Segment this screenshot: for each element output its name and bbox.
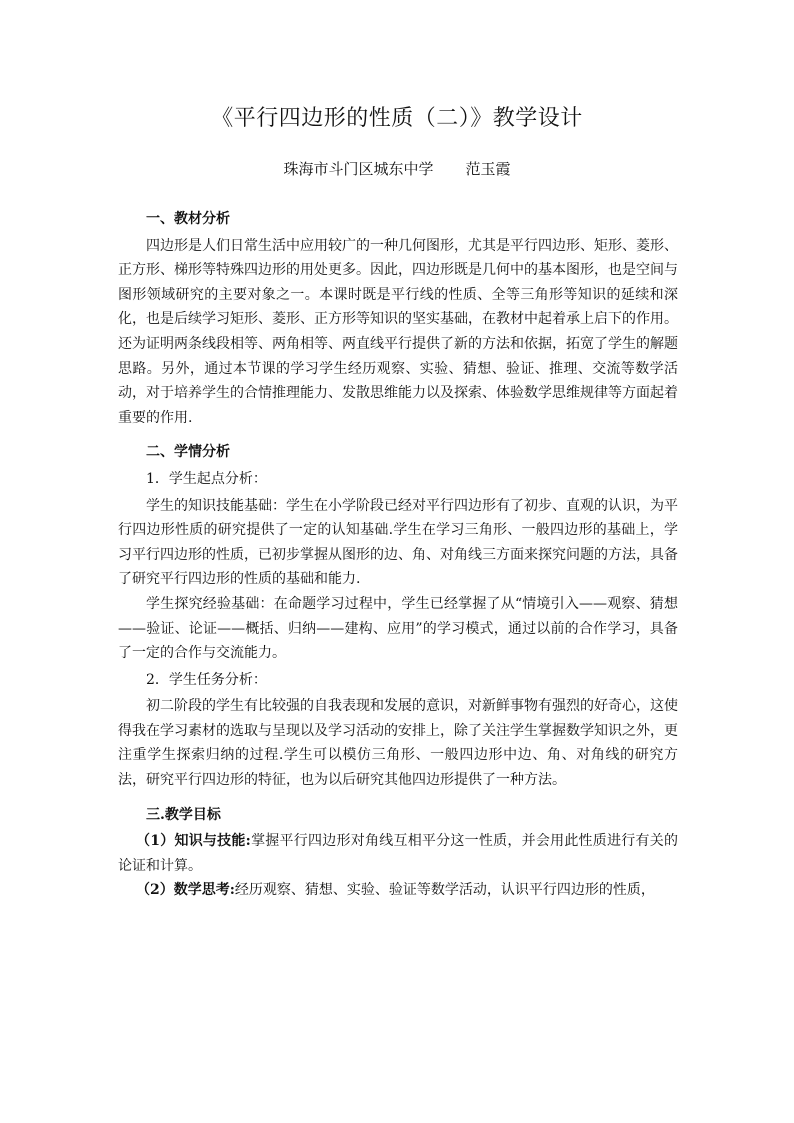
section-heading-teaching-goals: 三.教学目标 — [146, 806, 221, 823]
section-heading-textbook-analysis: 一、教材分析 — [146, 211, 230, 227]
paragraph: 四边形是人们日常生活中应用较广的一种几何图形，尤其是平行四边形、矩形、菱形、正方形、梯形等特殊四边形的用处更多。因此，四边形既是几何中的基本图形，也是空间与图形领域研究的主要对象之一。本课时既是平行线的性质、全等三角形等知识的延续和深化，也是后续学习矩形、菱形、正方形等知识的坚实基础，在教材中起着承上启下的作用。还为证明两条线段相等、两角相等、两直线平行提供了新的方法和依据，拓宽了学生的解题思路。另外，通过本节课的学习学生经历观察、实验、猜想、验证、推理、交流等数学活动，对于培养学生的合情推理能力、发散思维能力以及探索、体验数学思维规律等方面起着重要的作用. — [118, 237, 678, 426]
goal-knowledge-skills — [118, 829, 678, 878]
goal-label: （1）知识与技能: — [136, 833, 251, 850]
paragraph: 初二阶段的学生有比较强的自我表现和发展的意识，对新鲜事物有强烈的好奇心，这使得我在学习素材的选取与呈现以及学习活动的安排上，除了关注学生掌握数学知识之外，更注重学生探索归纳的过程.学生可以模仿三角形、一般四边形中边、角、对角线的研究方法，研究平行四边形的特征，也为以后研究其他四边形提供了一种方法。 — [118, 698, 678, 789]
paragraph: 学生的知识技能基础：学生在小学阶段已经对平行四边形有了初步、直观的认识，为平行四边形性质的研究提供了一定的认知基础.学生在学习三角形、一般四边形的基础上，学习平行四边形的性质，已初步掌握从图形的边、角、对角线三方面来探究问题的方法，具备了研究平行四边形的性质的基础和能力. — [118, 497, 678, 588]
paragraph: 学生探究经验基础：在命题学习过程中，学生已经掌握了从“情境引入——观察、猜想——验证、论证——概括、归纳——建构、应用”的学习模式，通过以前的合作学习，具备了一定的合作与交流能力。 — [118, 595, 678, 662]
document-title: 《平行四边形的性质（二）》教学设计 — [211, 106, 583, 131]
goal-math-thinking — [118, 878, 678, 903]
spacer — [118, 793, 678, 801]
author-line — [0, 157, 794, 181]
spacer — [118, 430, 678, 438]
document-body — [118, 205, 678, 903]
goal-text: 掌握平行四边形对角线互相平分这一性质，并会用此性质进行有关的论证和计算。 — [118, 833, 678, 874]
goal-label: （2）数学思考: — [136, 882, 235, 899]
goal-text: 经历观察、猜想、实验、验证等数学活动，认识平行四边形的性质， — [234, 882, 655, 899]
author-name: 范玉霞 — [465, 160, 511, 178]
school-name: 珠海市斗门区城东中学 — [283, 160, 434, 178]
section-heading-student-analysis: 二、学情分析 — [146, 444, 230, 461]
subheading-starting-point: 1．学生起点分析： — [146, 470, 267, 487]
subheading-task-analysis: 2．学生任务分析： — [146, 671, 267, 688]
